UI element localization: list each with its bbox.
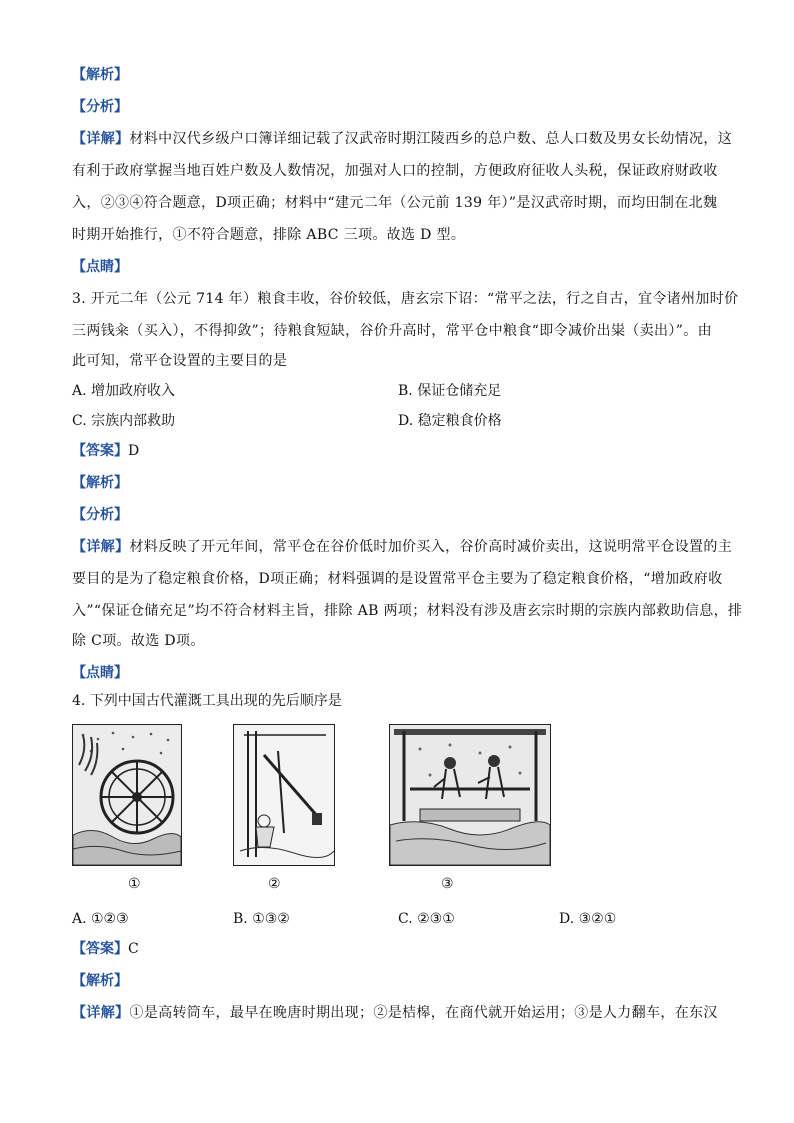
analysis-sub-label: 【分析】 xyxy=(72,99,128,115)
q4-analysis-label: 【解析】 xyxy=(72,973,128,989)
q4-option-b: B. ①③② xyxy=(233,911,290,927)
q3-stem-line-3: 此可知，常平仓设置的主要目的是 xyxy=(72,353,288,369)
q4-figure-1-label: ① xyxy=(128,876,141,892)
q4-detail-line-1: 【详解】①是高转筒车，最早在晚唐时期出现；②是桔槔，在商代就开始运用；③是人力翻车，在东汉 xyxy=(72,1005,718,1021)
q3-detail-line-2: 要目的是为了稳定粮食价格，D项正确；材料强调的是设置常平仓主要为了稳定粮食价格，“增加政府收 xyxy=(72,571,723,587)
q3-option-b: B. 保证仓储充足 xyxy=(398,383,502,399)
q3-detail-line-4: 除 C项。故选 D项。 xyxy=(72,633,205,649)
q4-stem: 4. 下列中国古代灌溉工具出现的先后顺序是 xyxy=(72,693,342,709)
q4-figure-2-label: ② xyxy=(268,876,281,892)
q3-analysis-label: 【解析】 xyxy=(72,475,128,491)
q2-detail-line-4: 时期开始推行，①不符合题意，排除 ABC 三项。故选 D 型。 xyxy=(72,227,466,243)
q3-answer xyxy=(72,440,139,462)
q4-figure-3-chain-pump xyxy=(389,724,551,866)
q4-option-d: D. ③②① xyxy=(559,911,617,927)
answer-label: 【答案】 xyxy=(72,443,128,459)
q4-answer-value: C xyxy=(128,941,139,957)
q3-stem-line-2: 三两钱籴（买入），不得抑敛”；待粮食短缺，谷价升高时，常平仓中粮食“即令减价出粜（卖出）”。由 xyxy=(72,323,712,339)
q3-analysis-sub-label: 【分析】 xyxy=(72,507,128,523)
q4-figure-1-waterwheel xyxy=(72,724,182,866)
analysis-label: 【解析】 xyxy=(72,67,128,83)
q3-option-a: A. 增加政府收入 xyxy=(72,383,176,399)
q3-answer-value: D xyxy=(128,443,140,459)
q4-answer: 【答案】C xyxy=(72,941,139,957)
q3-remark-label: 【点睛】 xyxy=(72,665,128,681)
q3-stem-line-1: 3. 开元二年（公元 714 年）粮食丰收，谷价较低，唐玄宗下诏：“常平之法，行之自古，宜令诸州加时价 xyxy=(72,291,739,307)
q2-detail-line-2: 有利于政府掌握当地百姓户数及人数情况，加强对人口的控制，方便政府征收人头税，保证政府财政收 xyxy=(72,163,718,179)
q2-detail-line-3: 入，②③④符合题意，D项正确；材料中“建元二年（公元前 139 年）”是汉武帝时期，而均田制在北魏 xyxy=(72,195,718,211)
q4-figure-2-well-sweep xyxy=(233,724,335,866)
q3-detail-line-1: 【详解】材料反映了开元年间，常平仓在谷价低时加价买入，谷价高时减价卖出，这说明常平仓设置的主 xyxy=(72,539,733,555)
q4-figure-3-label: ③ xyxy=(441,876,454,892)
remark-label: 【点睛】 xyxy=(72,259,128,275)
q4-option-c: C. ②③① xyxy=(398,911,455,927)
q2-detail-line-1: 【详解】材料中汉代乡级户口簿详细记载了汉武帝时期江陵西乡的总户数、总人口数及男女长幼情况，这 xyxy=(72,131,733,147)
q3-detail-line-3: 入”“保证仓储充足”均不符合材料主旨，排除 AB 两项；材料没有涉及唐玄宗时期的宗族内部救助信息，排 xyxy=(72,603,743,619)
detail-label: 【详解】 xyxy=(72,131,130,147)
q4-option-a: A. ①②③ xyxy=(72,911,129,927)
q3-option-c: C. 宗族内部救助 xyxy=(72,413,176,429)
q3-option-d: D. 稳定粮食价格 xyxy=(398,413,502,429)
